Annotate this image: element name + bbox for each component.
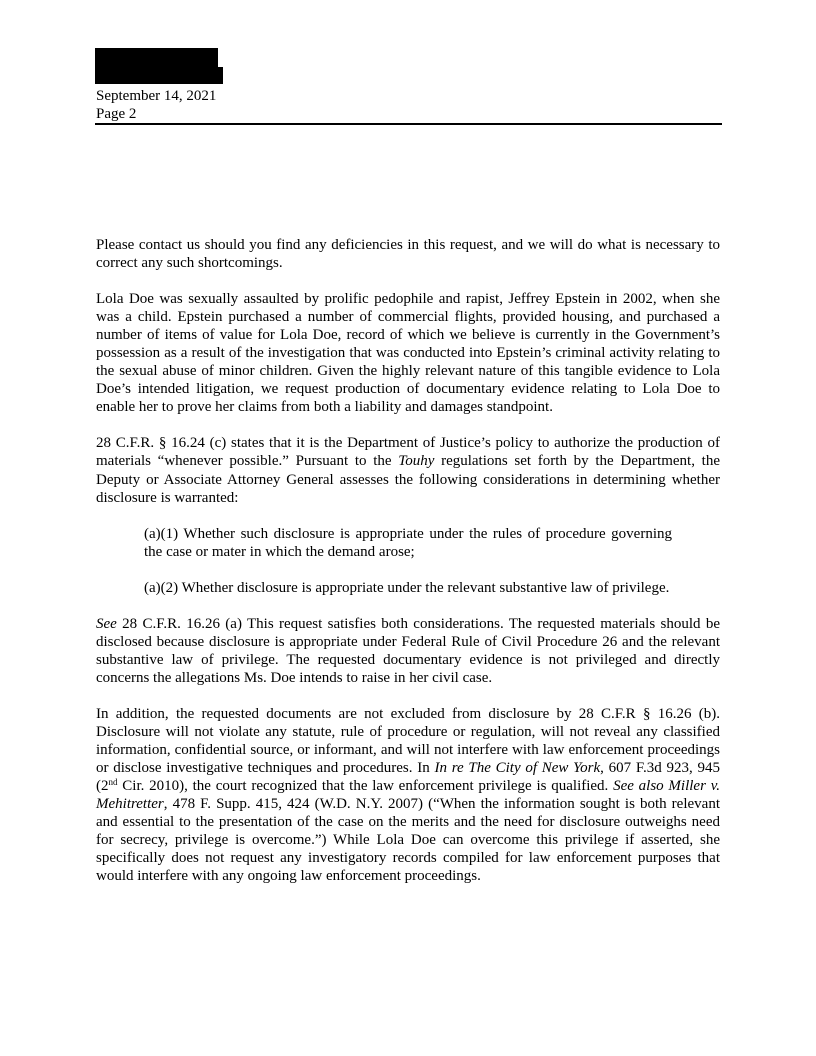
case-citation-city-of-new-york: In re The City of New York (434, 760, 601, 777)
paragraph-privilege-text-c: Cir. 2010), the court recognized that the law enforcement privilege is qualified. (117, 778, 614, 795)
redaction-bar-2 (95, 67, 223, 84)
paragraph-background: Lola Doe was sexually assaulted by prolific pedophile and rapist, Jeffrey Epstein in 2002, when she was a child. Epstein purchased a number of commercial flights, provided housing, and purchased a number of items of value for Lola Doe, record of which we believe is currently in the Government’s possession as a result of the investigation that was conducted into Epstein’s criminal activity relating to the sexual abuse of minor children. Given the highly relevant nature of this tangible evidence to Lola Doe’s intended litigation, we request production of documentary evidence relating to Lola Doe to enable her to prove her claims from both a liability and damages standpoint. (96, 291, 720, 416)
quote-consideration-1: (a)(1) Whether such disclosure is appropriate under the rules of procedure governing the case or mater in which the demand arose; (144, 525, 672, 560)
paragraph-regulation-text-b: regulations set forth by the Department, the Deputy or Associate Attorney General assesses the following considerations in determining whether disclosure is warranted: (96, 453, 720, 506)
see-signal: See (96, 615, 117, 632)
paragraph-regulation (96, 434, 720, 506)
paragraph-privilege-text-a: In addition, the requested documents are not excluded from disclosure by 28 C.F.R § 16.26 (b). Disclosure will not violate any statute, rule of procedure or regulation, will not reveal any classified information, confidential source, or informant, and will not interfere with law enforcement proceedings or disclose investigative techniques and procedures. In (96, 705, 720, 777)
header-rule (95, 123, 722, 125)
quote-consideration-2: (a)(2) Whether disclosure is appropriate under the relevant substantive law of privilege. (144, 579, 670, 596)
touhy-term: Touhy (398, 453, 435, 470)
paragraph-satisfies (96, 615, 720, 687)
paragraph-privilege-text-b: , 607 F.3d 923, 945 (2 (96, 760, 720, 795)
letter-body (96, 236, 720, 903)
paragraph-deficiencies: Please contact us should you find any deficiencies in this request, and we will do what is necessary to correct any such shortcomings. (96, 237, 720, 272)
redaction-bar-1 (95, 48, 218, 67)
paragraph-satisfies-text: 28 C.F.R. 16.26 (a) This request satisfies both considerations. The requested materials should be disclosed because disclosure is appropriate under Federal Rule of Civil Procedure 26 and the relevant substantive law of privilege. The requested documentary evidence is not privileged and directly concerns the allegations Ms. Doe intends to raise in her civil case. (96, 615, 720, 686)
paragraph-privilege-text-d: , 478 F. Supp. 415, 424 (W.D. N.Y. 2007) (“When the information sought is both relevant and essential to the presentation of the case on the merits and the need for disclosure outweighs need for secrecy, privilege is overcome.”) While Lola Doe can overcome this privilege if asserted, she specifically does not request any investigatory records compiled for law enforcement purposes that would interfere with any ongoing law enforcement proceedings. (96, 796, 720, 885)
paragraph-privilege (96, 705, 720, 885)
ordinal-superscript: nd (108, 777, 118, 788)
header-page-number: Page 2 (96, 106, 137, 122)
paragraph-regulation-text-a: 28 C.F.R. § 16.24 (c) states that it is the Department of Justice’s policy to authorize the production of materials “whenever possible.” Pursuant to the (96, 435, 720, 470)
header-date: September 14, 2021 (96, 88, 217, 104)
case-citation-miller: See also Miller v. Mehitretter (96, 778, 720, 813)
